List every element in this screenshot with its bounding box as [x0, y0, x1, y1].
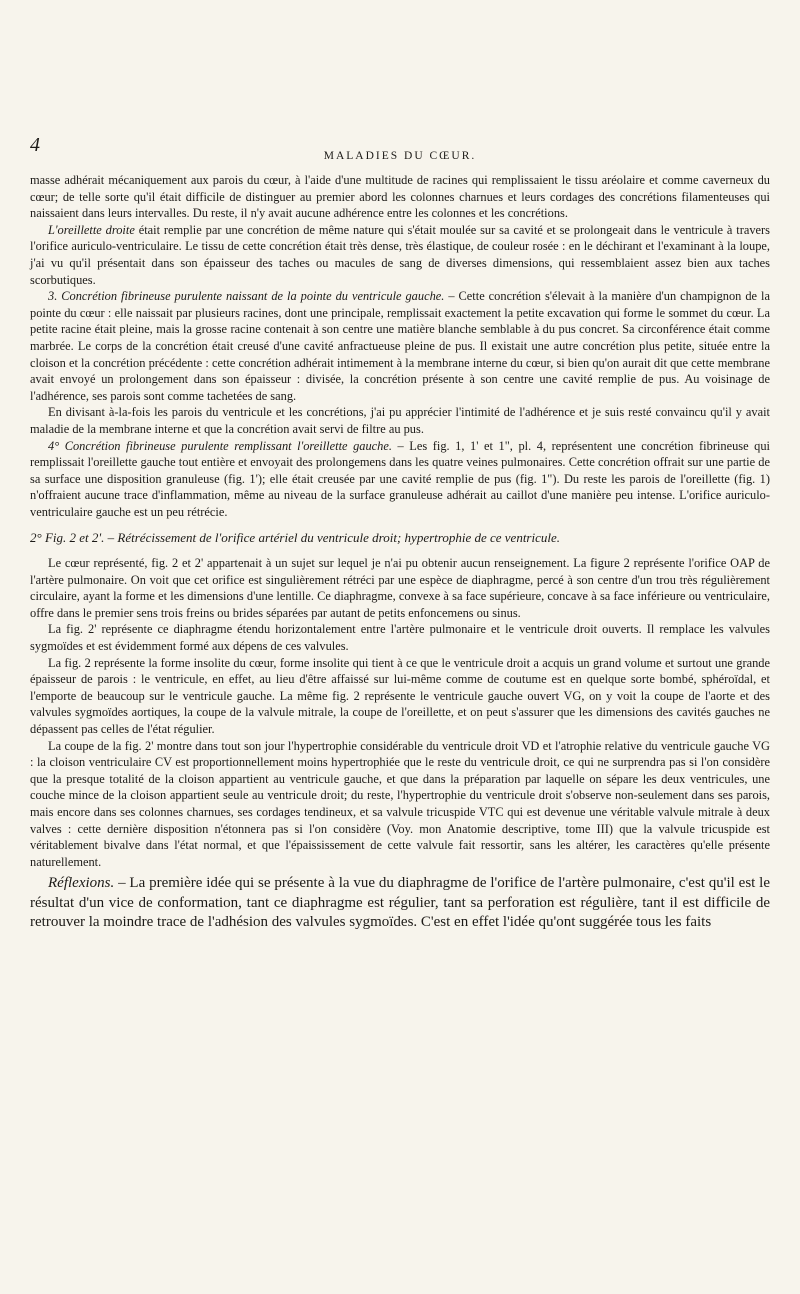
paragraph [30, 555, 770, 621]
paragraph [30, 288, 770, 404]
paragraph [30, 621, 770, 654]
paragraph-text: Le cœur représenté, fig. 2 et 2' appartenait à un sujet sur lequel je n'ai pu obtenir aucun renseignement. La figure 2 représente l'orifice OAP de l'artère pulmonaire. On voit que cet orifice est singulièrement rétréci par une espèce de diaphragme, percé à son centre d'un trou très régulièrement circulaire, ayant la forme et les dimensions d'une lentille. Ce diaphragme, convexe à sa face supérieure, concave à sa face inférieure ou ventriculaire, offre dans le premier sens trois freins ou brides séparées par autant de petits enfoncemens ou sinus. [30, 556, 770, 620]
paragraph-text: La coupe de la fig. 2' montre dans tout son jour l'hypertrophie considérable du ventricule droit VD et l'atrophie relative du ventricule gauche VG : la cloison ventriculaire CV est proportionnellement moins hypertrophiée que le reste du ventricule droit, ce qui ne surprendra pas si l'on considère que la presque totalité de la cloison appartient au ventricule gauche, et que dans la préparation par laquelle on sépare les deux ventricules, une couche mince de la cloison appartient seule au ventricule droit; du reste, l'hypertrophie du ventricule droit s'observe non-seulement dans ses parois, mais encore dans ses colonnes charnues, ses cordages tendineux, et sa valvule tricuspide VTC qui est devenue une véritable valvule mitrale à deux valves : cette dernière disposition n'étonnera pas si l'on considère (Voy. mon Anatomie descriptive, tome III) que la valvule tricuspide est véritablement bivalve dans l'état normal, et que l'épaississement de cette valvule fait ressortir, sans les altérer, les caractères qu'elle présente naturellement. [30, 738, 770, 869]
paragraph-text: – Les fig. 1, 1' et 1", pl. 4, représentent une concrétion fibrineuse qui remplissait l'oreillette gauche tout entière et envoyait des prolongemens dans les quatre veines pulmonaires. Cette concrétion offrait sur une partie de sa surface une disposition granuleuse (fig. 1'); elle était creusée par une cavité remplie de pus (fig. 1"). Du reste les parois de l'oreillette (fig. 1) n'offraient aucune trace d'inflammation, même au niveau de la surface granuleuse adhérait au caillot d'une manière peu intense. L'orifice auriculo-ventriculaire gauche est un peu rétrécie. [30, 438, 771, 519]
paragraph-text: – Cette concrétion s'élevait à la manière d'un champignon de la pointe du cœur : elle naissait par plusieurs racines, dont une principale, remplissait exactement la petite excavation qui forme le sommet du cœur. La petite racine était pleine, mais la grosse racine contenait à son centre une matière blanche semblable à du pus concret. Sa circonférence était comme marbrée. Le corps de la concrétion était creusé d'une cavité anfractueuse pleine de pus. Il existait une autre concrétion plus petite, située entre la cloison et la concrétion précédente : cette concrétion adhérait intimement à la membrane interne du cœur, si bien qu'on aurait dit que cette membrane avait envoyé un prolongement dans son épaisseur : divisée, la concrétion présente à son centre une cavité remplie de pus. Au voisinage de l'adhérence, ses parois sont comme tachetées de sang. [30, 289, 770, 403]
section-heading: 3. Concrétion fibrineuse purulente naissant de la pointe du ventricule gauche. [48, 289, 445, 304]
paragraph-text: – La première idée qui se présente à la vue du diaphragme de l'orifice de l'artère pulmonaire, c'est qu'il est le résultat d'un vice de conformation, tant ce diaphragme est régulier, tant sa perforation est régulière, tant il est difficile de retrouver la moindre trace de l'adhésion des valvules sygmoïdes. C'est en effet l'idée qu'ont suggérée tous les faits [30, 875, 770, 931]
paragraph [30, 222, 770, 288]
paragraph [30, 172, 770, 222]
paragraph-text: La fig. 2 représente la forme insolite du cœur, forme insolite qui tient à ce que le ventricule droit a acquis un grand volume et surtout une grande épaisseur de parois : le ventricule, en effet, au lieu d'être affaissé sur lui-même comme de coutume est en quelque sorte bombé, sphéroïdal, et l'emporte de beaucoup sur le ventricule gauche. La même fig. 2 représente le ventricule gauche ouvert VG, on y voit la coupe de l'aorte et des valvules sygmoïdes aortiques, la coupe de la valvule mitrale, la coupe de l'oreillette, et on peut s'assurer que les dimensions des cavités gauches ne dépassent pas celles de l'état régulier. [30, 655, 770, 736]
running-head: MALADIES DU CŒUR. [323, 150, 477, 162]
paragraph-text: En divisant à-la-fois les parois du ventricule et les concrétions, j'ai pu apprécier l'intimité de l'adhérence et je suis resté convaincu qu'il y avait maladie de la membrane interne et que la concrétion avait servi de filtre au pus. [30, 405, 770, 436]
section-heading: 2° Fig. 2 et 2'. – Rétrécissement de l'orifice artériel du ventricule droit; hypertrophie de ce ventricule. [30, 530, 561, 546]
body-text [30, 172, 770, 933]
paragraph [30, 438, 770, 521]
section-heading: Réflexions. [48, 875, 115, 892]
section-heading: 4° Concrétion fibrineuse purulente remplissant l'oreillette gauche. [48, 438, 392, 453]
page-number: 4 [30, 134, 40, 156]
paragraph-text: masse adhérait mécaniquement aux parois du cœur, à l'aide d'une multitude de racines qui remplissaient le tissu aréolaire et comme caverneux du cœur; de telle sorte qu'il était difficile de distinguer au premier abord les colonnes charnues et leurs cordages des concrétions filamenteuses qui naissaient dans leurs intervalles. Du reste, il n'y avait aucune adhérence entre les colonnes et les concrétions. [30, 173, 770, 221]
paragraph [30, 738, 770, 871]
paragraph [30, 874, 770, 933]
paragraph [30, 404, 770, 437]
paragraph-text: La fig. 2' représente ce diaphragme étendu horizontalement entre l'artère pulmonaire et le ventricule droit ouverts. Il remplace les valvules sygmoïdes et est évidemment formé aux dépens de ces valvules. [30, 622, 770, 654]
section-heading: L'oreillette droite [48, 222, 135, 237]
paragraph [30, 655, 770, 738]
paragraph-text: était remplie par une concrétion de même nature qui s'était moulée sur sa cavité et se prolongeait dans le ventricule à travers l'orifice auriculo-ventriculaire. Le tissu de cette concrétion était très dense, très élastique, de couleur rosée : en le déchirant et l'examinant à la loupe, j'ai vu qu'il présentait dans son épaisseur des taches ou macules de sang de diverses dimensions, qui ressemblaient assez bien aux taches scorbutiques. [30, 222, 770, 287]
